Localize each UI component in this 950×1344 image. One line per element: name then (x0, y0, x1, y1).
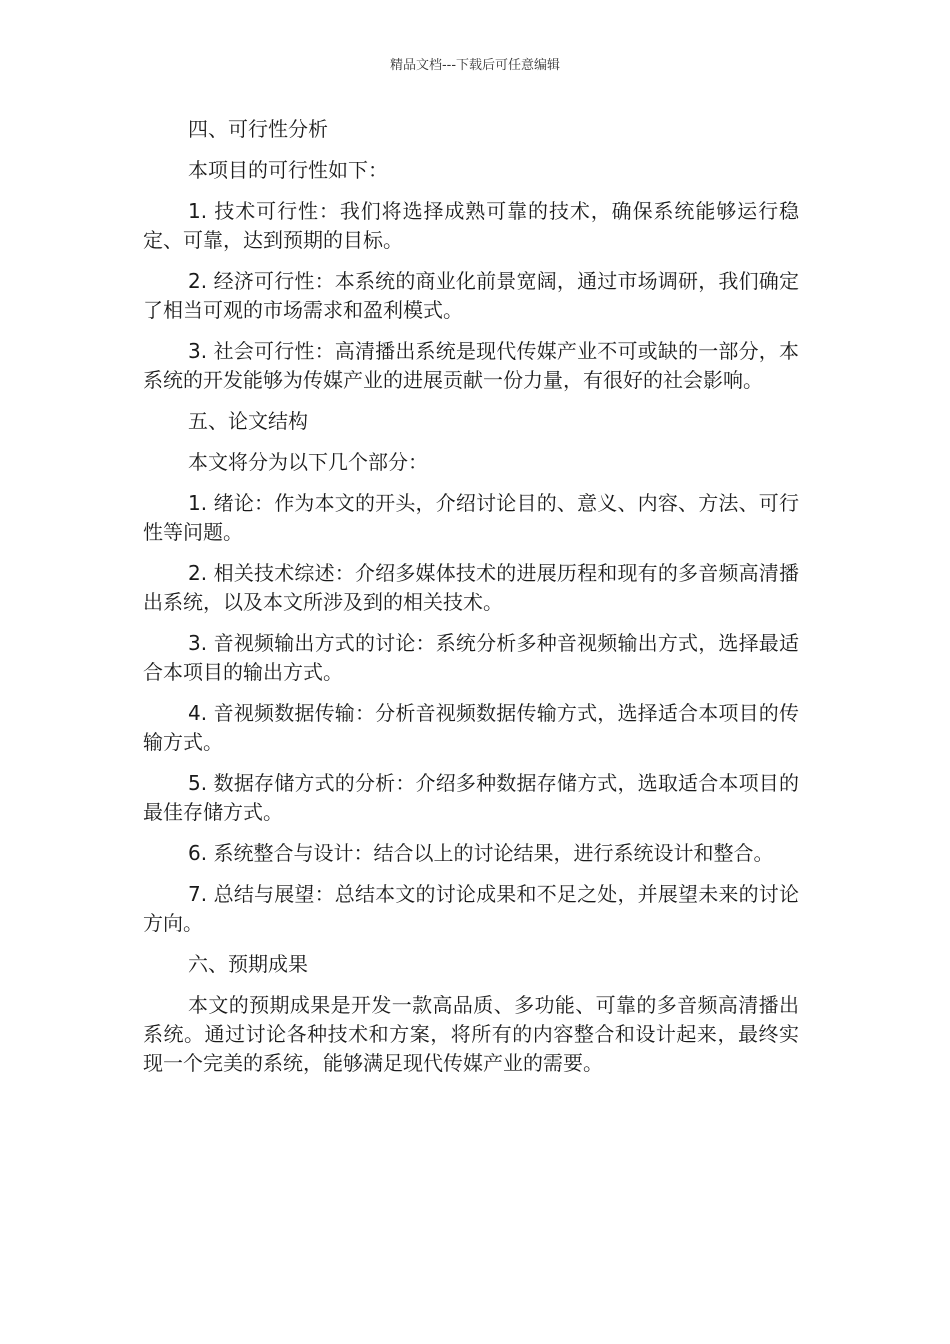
section-4-title: 四、可行性分析 (188, 117, 328, 141)
section-5-intro: 本文将分为以下几个部分： (188, 450, 428, 474)
section-5-item-3: 3. 音视频输出方式的讨论：系统分析多种音视频输出方式，选择最适合本项目的输出方式。 (143, 631, 799, 684)
section-5-item-7: 7. 总结与展望：总结本文的讨论成果和不足之处，并展望未来的讨论方向。 (143, 882, 799, 935)
section-6-title: 六、预期成果 (188, 952, 308, 976)
section-6-body: 本文的预期成果是开发一款高品质、多功能、可靠的多音频高清播出系统。通过讨论各种技术和方案，将所有的内容整合和设计起来，最终实现一个完美的系统，能够满足现代传媒产业的需要。 (143, 993, 799, 1075)
section-5-title: 五、论文结构 (188, 409, 308, 433)
page-header: 精品文档---下载后可任意编辑 (389, 58, 561, 73)
section-4-item-2: 2. 经济可行性：本系统的商业化前景宽阔，通过市场调研，我们确定了相当可观的市场需求和盈利模式。 (143, 269, 799, 322)
section-4-intro: 本项目的可行性如下： (188, 158, 388, 182)
section-4-item-1: 1. 技术可行性：我们将选择成熟可靠的技术，确保系统能够运行稳定、可靠，达到预期的目标。 (143, 199, 799, 252)
document-body (143, 115, 799, 1090)
section-5-item-2: 2. 相关技术综述：介绍多媒体技术的进展历程和现有的多音频高清播出系统，以及本文所涉及到的相关技术。 (143, 561, 799, 614)
section-5-item-4: 4. 音视频数据传输：分析音视频数据传输方式，选择适合本项目的传输方式。 (143, 701, 799, 754)
section-5-item-1: 1. 绪论：作为本文的开头，介绍讨论目的、意义、内容、方法、可行性等问题。 (143, 491, 799, 544)
section-5-item-6: 6. 系统整合与设计：结合以上的讨论结果，进行系统设计和整合。 (188, 841, 774, 865)
section-4-item-3: 3. 社会可行性：高清播出系统是现代传媒产业不可或缺的一部分，本系统的开发能够为传媒产业的进展贡献一份力量，有很好的社会影响。 (143, 339, 799, 392)
section-5-item-5: 5. 数据存储方式的分析：介绍多种数据存储方式，选取适合本项目的最佳存储方式。 (143, 771, 799, 824)
